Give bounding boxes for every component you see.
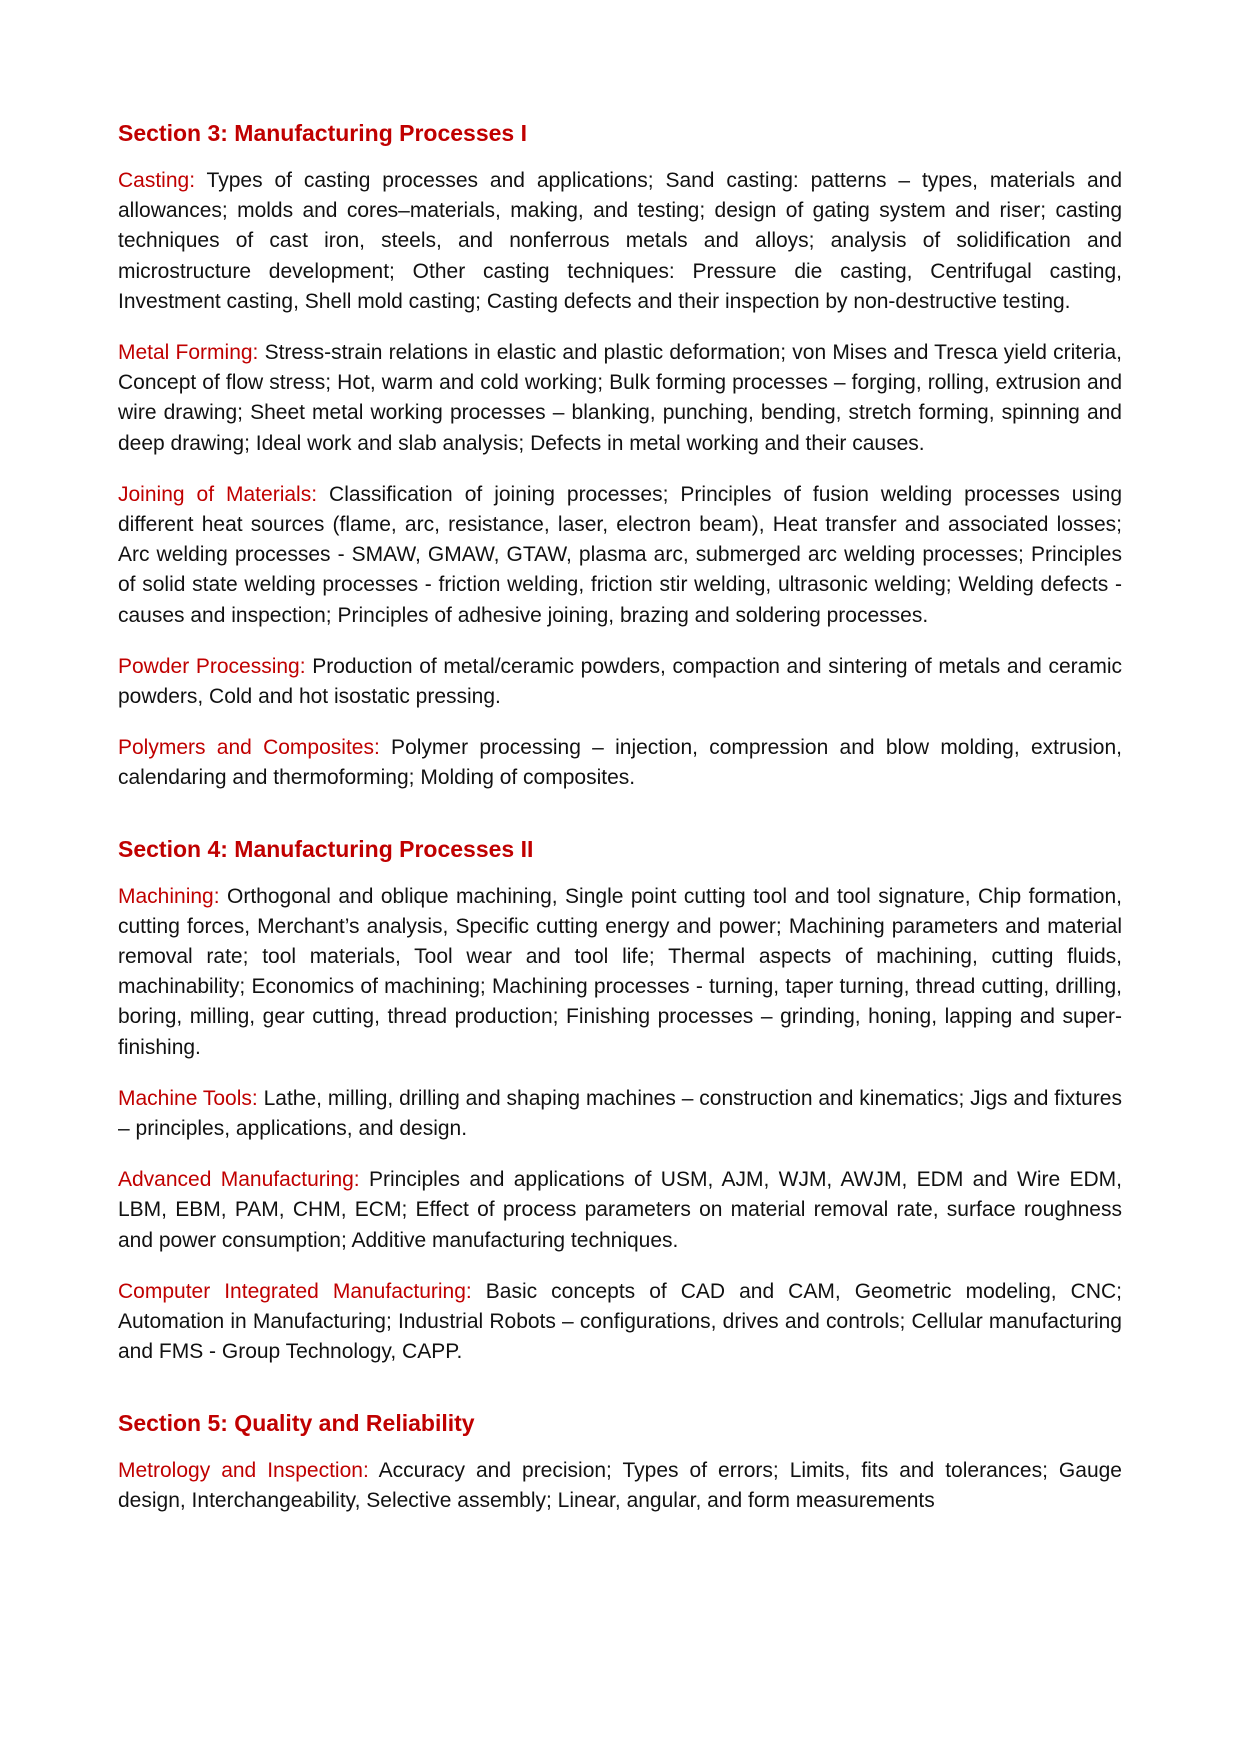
topic-text: Classification of joining processes; Principles of fusion welding processes using different heat sources (flame, arc, resistance, laser, electron beam), Heat transfer and associated losses; Arc welding processes - SMAW, GMAW, GTAW, plasma arc, submerged arc welding processes; Principles of solid state welding processes - friction welding, friction stir welding, ultrasonic welding; Welding defects - causes and inspection; Principles of adhesive joining, brazing and soldering processes. — [118, 482, 1122, 627]
topic-label: Polymers and Composites: — [118, 736, 380, 760]
topic-text: Stress-strain relations in elastic and plastic deformation; von Mises and Tresca yield criteria, Concept of flow stress; Hot, warm and cold working; Bulk forming processes – forging, rolling, extrusion and wire drawing; Sheet metal working processes – blanking, punching, bending, stretch forming, spinning and deep drawing; Ideal work and slab analysis; Defects in metal working and their causes. — [118, 341, 1122, 455]
topic-label: Computer Integrated Manufacturing: — [118, 1279, 472, 1303]
topic-label: Casting: — [118, 169, 196, 192]
section-4 — [118, 834, 1122, 1368]
topic-paragraph-joining-of-materials — [118, 480, 1122, 631]
topic-label: Machine Tools: — [118, 1086, 258, 1110]
topic-text: Accuracy and precision; Types of errors; Limits, fits and tolerances; Gauge design, Interchangeability, Selective assembly; Linear, angular, and form measurements — [118, 1458, 1122, 1512]
topic-text: Production of metal/ceramic powders, compaction and sintering of metals and ceramic powders, Cold and hot isostatic pressing. — [118, 654, 1122, 709]
topic-paragraph-machine-tools — [118, 1084, 1122, 1144]
section-title: Section 3: Manufacturing Processes I — [118, 120, 528, 146]
topic-label: Powder Processing: — [118, 654, 306, 678]
topic-text: Principles and applications of USM, AJM, WJM, AWJM, EDM and Wire EDM, LBM, EBM, PAM, CHM, ECM; Effect of process parameters on material removal rate, surface roughness and power consumption; Additive manufacturing techniques. — [118, 1168, 1122, 1252]
topic-text: Basic concepts of CAD and CAM, Geometric modeling, CNC; Automation in Manufacturing; Industrial Robots – configurations, drives and controls; Cellular manufacturing and FMS - Group Technology, CAPP. — [118, 1279, 1122, 1364]
topic-text: Types of casting processes and applications; Sand casting: patterns – types, materials and allowances; molds and cores–materials, making, and testing; design of gating system and riser; casting techniques of cast iron, steels, and nonferrous metals and alloys; analysis of solidification and microstructure development; Other casting techniques: Pressure die casting, Centrifugal casting, Investment casting, Shell mold casting; Casting defects and their inspection by non-destructive testing. — [118, 169, 1122, 313]
topic-paragraph-machining — [118, 882, 1122, 1063]
section-3 — [118, 118, 1122, 794]
topic-label: Machining: — [118, 884, 220, 908]
topic-text: Lathe, milling, drilling and shaping machines – construction and kinematics; Jigs and fixtures – principles, applications, and design. — [118, 1086, 1122, 1141]
topic-paragraph-computer-integrated-manufacturing — [118, 1277, 1122, 1368]
section-5 — [118, 1408, 1122, 1516]
topic-paragraph-polymers-and-composites — [118, 733, 1122, 793]
topic-paragraph-powder-processing — [118, 652, 1122, 712]
topic-text: Orthogonal and oblique machining, Single point cutting tool and tool signature, Chip formation, cutting forces, Merchant’s analysis, Specific cutting energy and power; Machining parameters and material removal rate; tool materials, Tool wear and tool life; Thermal aspects of machining, cutting fluids, machinability; Economics of machining; Machining processes - turning, taper turning, thread cutting, drilling, boring, milling, gear cutting, thread production; Finishing processes – grinding, honing, lapping and super-finishing. — [118, 884, 1122, 1059]
section-title: Section 4: Manufacturing Processes II — [118, 835, 534, 862]
topic-text: Polymer processing – injection, compression and blow molding, extrusion, calendaring and thermoforming; Molding of composites. — [118, 736, 1122, 790]
section-title: Section 5: Quality and Reliability — [118, 1409, 475, 1436]
topic-paragraph-metal-forming — [118, 338, 1122, 459]
topic-paragraph-metrology-and-inspection — [118, 1456, 1122, 1516]
topic-label: Advanced Manufacturing: — [118, 1168, 360, 1192]
topic-label: Metrology and Inspection: — [118, 1458, 369, 1482]
topic-paragraph-casting — [118, 166, 1122, 317]
document-page — [118, 118, 1122, 1537]
topic-label: Joining of Materials: — [118, 482, 318, 506]
topic-paragraph-advanced-manufacturing — [118, 1165, 1122, 1256]
topic-label: Metal Forming: — [118, 341, 259, 365]
